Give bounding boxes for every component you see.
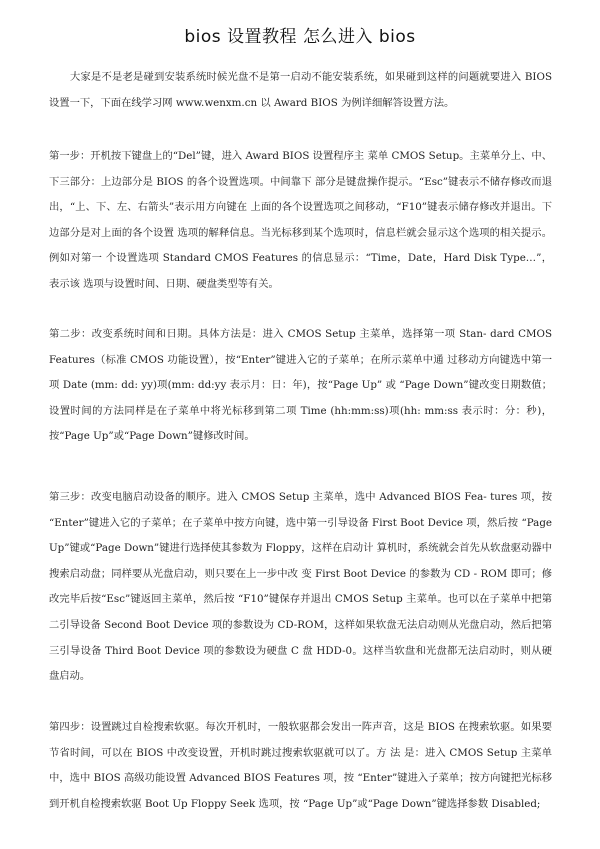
step-1-paragraph: 第一步：开机按下键盘上的“Del”键，进入 Award BIOS 设置程序主 菜单 CMOS Setup。主菜单分上、中、下三部分：上边部分是 BIOS 的各个设置选项。中间靠下 部分是键盘操作提示。“Esc”键表示不储存修改而退出，“上、下、左、右箭头”表示用方向键在 上面的各个设置选项之间移动，“F10”键表示储存修改并退出。下边部分是对上面的各个设置 选项的解释信息。当光标移到某个选项时，信息栏就会显示这个选项的相关提示。例如对第一 个设置选项 Standard CMOS Features 的信息显示：“Time，Date，Hard Disk Type…”，表示该 选项与设置时间、日期、硬盘类型等有关。: [49, 150, 552, 290]
document-title: bios 设置教程 怎么进入 bios: [184, 27, 416, 47]
step-3-paragraph: 第三步：改变电脑启动设备的顺序。进入 CMOS Setup 主菜单，选中 Advanced BIOS Fea- tures 项，按 “Enter”键进入它的子菜单；在子菜单中按方向键，选中第一引导设备 First Boot Device 项，然后按 “Page Up”键或“Page Down”键进行选择使其参数为 Floppy，这样在启动计 算机时，系统就会首先从软盘驱动器中搜索启动盘；同样要从光盘启动，则只要在上一步中改 变 First Boot Device 的参数为 CD - ROM 即可；修改完毕后按“Esc”键返回主菜单，然后按 “F10”键保存并退出 CMOS Setup 主菜单。也可以在子菜单中把第二引导设备 Second Boot Device 项的参数设为 CD-ROM，这样如果软盘无法启动则从光盘启动，然后把第三引导设备 Third Boot Device 项的参数设为硬盘 C 盘 HDD-0。这样当软盘和光盘都无法启动时，则从硬 盘启动。: [49, 491, 552, 683]
intro-paragraph: 大家是不是老是碰到安装系统时候光盘不是第一启动不能安装系统，如果碰到这样的问题就要进入 BIOS 设置一下，下面在线学习网 www.wenxm.cn 以 Award BIOS 为例详细解答设置方法。: [49, 71, 552, 109]
step-4-paragraph: 第四步：设置跳过自检搜索软驱。每次开机时，一般软驱都会发出一阵声音，这是 BIOS 在搜索软驱。如果要节省时间，可以在 BIOS 中改变设置，开机时跳过搜索软驱就可以了。方 法 是：进入 CMOS Setup 主菜单中，选中 BIOS 高级功能设置 Advanced BIOS Features 项，按 “Enter”键进入子菜单；按方向键把光标移到开机自检搜索软驱 Boot Up Floppy Seek 选项，按 “Page Up”或“Page Down”键选择参数 Disabled;: [49, 721, 552, 810]
step-2-paragraph: 第二步：改变系统时间和日期。具体方法是：进入 CMOS Setup 主菜单，选择第一项 Stan- dard CMOS Features（标准 CMOS 功能设置），按“Enter”键进入它的子菜单；在所示菜单中通 过移动方向键选中第一项 Date (mm: dd: yy)项(mm: dd:yy 表示月：日：年)，按“Page Up” 或 “Page Down”键改变日期数值；设置时间的方法同样是在子菜单中将光标移到第二项 Time (hh:mm:ss)项(hh: mm:ss 表示时：分：秒)，按“Page Up”或“Page Down”键修改时间。: [49, 328, 552, 443]
